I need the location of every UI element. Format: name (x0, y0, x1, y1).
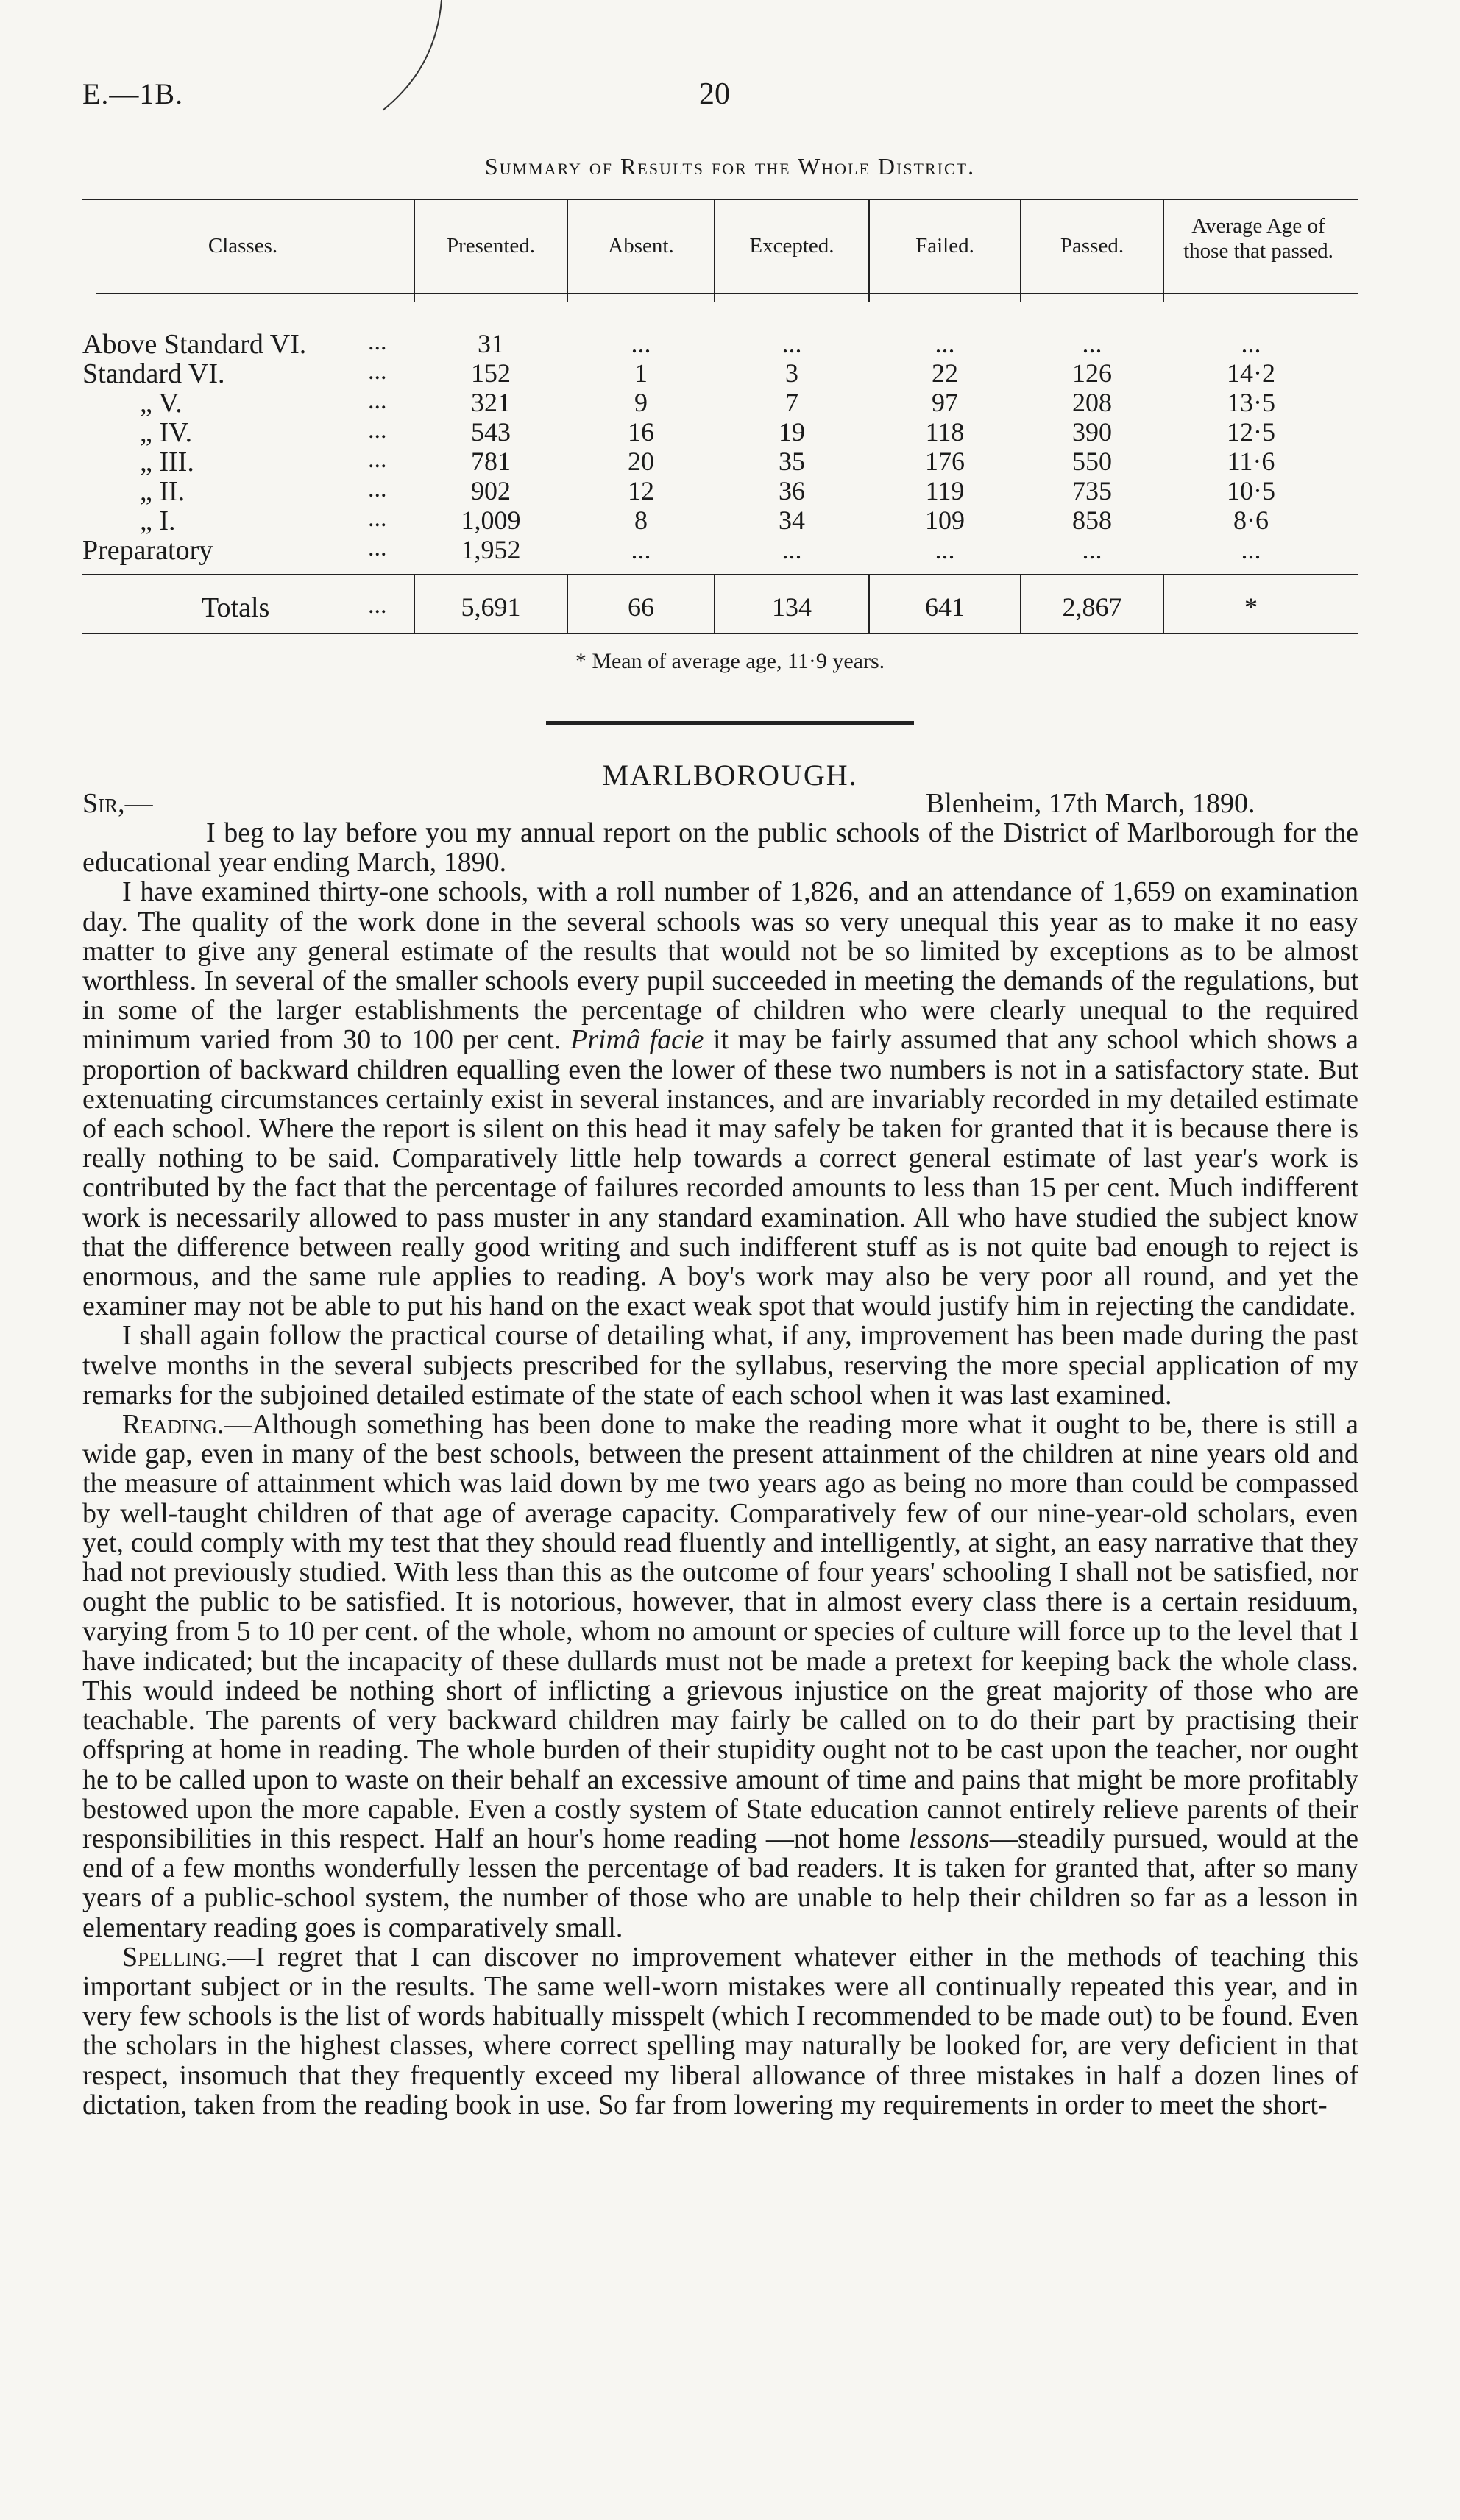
paragraph-text: it may be fairly assumed that any school which shows a proportion of backward children equalling even the lower of these two numbers is not in a satisfactory state. But extenuating circumstances certainly exist in several instances, and are invariably recorded in my detailed estimate of each school. Where the report is silent on this head it may safely be taken for granted that it is because there is really nothing to be said. Comparatively little help towards a correct general estimate of last year's work is contributed by the fact that the percentage of failures recorded amounts to less than 15 per cent. Much indifferent work is necessarily allowed to pass muster in any standard examination. All who have studied the subject know that the difference between really good writing and such indifferent stuff as is not quite bad enough to reject is enormous, and the same rule applies to reading. A boy's work may also be very poor all round, and yet the examiner may not be able to put his hand on the exact weak spot that would justify him in rejecting the candidate. (82, 1024, 1359, 1322)
col-header-presented: Presented. (447, 234, 535, 258)
excepted-value: 19 (779, 417, 805, 447)
total-passed: 2,867 (1062, 592, 1122, 622)
passed-value: 390 (1072, 417, 1112, 447)
passed-value: ... (1082, 329, 1102, 358)
age-value: 12·5 (1227, 417, 1275, 447)
leader-dots: ... (368, 592, 387, 619)
failed-value: 109 (925, 505, 965, 535)
failed-value: 97 (932, 388, 958, 417)
presented-value: 31 (478, 329, 504, 358)
leader-dots: ... (368, 358, 387, 385)
row-label: Standard VI. (82, 358, 225, 389)
excepted-value: 34 (779, 505, 805, 535)
table-top-rule (82, 199, 1358, 200)
total-failed: 641 (925, 592, 965, 622)
paragraph-text: —I regret that I can discover no improvement whatever either in the methods of teaching this important subject or in the results. The same well-worn mistakes were all continually repeated this year, and in very few schools is the list of words habitually misspelt (which I recommended to be made out) to be found. Even the scholars in the highest classes, where correct spelling may naturally be looked for, are very deficient in that respect, insomuch that they frequently exceed my liberal allowance of three mistakes in half a dozen lines of dictation, taken from the reading book in use. So far from lowering my requirements in order to meet the short- (82, 1941, 1358, 2120)
paragraph (82, 1942, 1358, 2120)
excepted-value: ... (782, 535, 802, 564)
table-bottom-rule (82, 633, 1358, 634)
absent-value: 16 (628, 417, 654, 447)
totals-label: Totals (202, 592, 270, 623)
subject-label-spelling: Spelling. (122, 1941, 228, 1973)
leader-dots: ... (368, 328, 387, 355)
paragraph-text: I have examined thirty-one schools, with a roll number of 1,826, and an attendance of 1,659 on examination day. The quality of the work done in the several schools was so very unequal this year as to make it no easy matter to give any general estimate of the results that would not be so limited by exceptions as to be almost worthless. In several of the smaller schools every pupil succeeded in meeting the demands of the regulations, but in some of the larger establishments the percentage of children who were clearly unequal to the required minimum varied from 30 to 100 per cent. (82, 876, 1358, 1056)
absent-value: 1 (634, 358, 648, 388)
totals-top-rule (82, 574, 1358, 575)
total-absent: 66 (628, 592, 654, 622)
total-excepted: 134 (772, 592, 812, 622)
leader-dots: ... (368, 446, 387, 473)
paragraph (82, 1410, 1358, 1942)
presented-value: 152 (471, 358, 511, 388)
pen-mark-decoration (368, 0, 456, 118)
passed-value: 858 (1072, 505, 1112, 535)
leader-dots: ... (368, 475, 387, 503)
excepted-value: 7 (785, 388, 798, 417)
passed-value: 126 (1072, 358, 1112, 388)
failed-value: 22 (932, 358, 958, 388)
passed-value: 550 (1072, 447, 1112, 476)
absent-value: 20 (628, 447, 654, 476)
passed-value: 208 (1072, 388, 1112, 417)
italic-phrase: lessons (909, 1822, 990, 1854)
age-value: ... (1241, 535, 1261, 564)
row-label: „ III. (140, 447, 194, 478)
age-value: 11·6 (1227, 447, 1275, 476)
presented-value: 1,952 (461, 535, 521, 564)
total-presented: 5,691 (461, 592, 521, 622)
col-header-absent: Absent. (608, 234, 674, 258)
leader-dots: ... (368, 534, 387, 561)
row-label: Preparatory (82, 535, 213, 566)
absent-value: 12 (628, 476, 654, 505)
passed-value: ... (1082, 535, 1102, 564)
leader-dots: ... (368, 387, 387, 414)
document-code: E.—1B. (82, 77, 184, 110)
presented-value: 321 (471, 388, 511, 417)
row-label: „ II. (140, 476, 185, 507)
excepted-value: 36 (779, 476, 805, 505)
table-footnote: * Mean of average age, 11·9 years. (575, 649, 885, 673)
excepted-value: ... (782, 329, 802, 358)
paragraph-text: —Although something has been done to make the reading more what it ought to be, there is still a wide gap, even in many of the best schools, between the present attainment of the children at nine years old and the measure of attainment which was laid down by me two years ago as being no more than could be compassed by well-taught children of that age of average capacity. Comparatively few of our nine-year-old scholars, even yet, could comply with my test that they should read fluently and intelligently, at sight, an easy narrative that they had not previously studied. With less than this as the outcome of four years' schooling I shall not be satisfied, nor ought the public to be satisfied. It is notorious, however, that in almost every class there is a certain residuum, varying from 5 to 10 per cent. of the whole, whom no amount or species of culture will force up to the level that I have indicated; but the incapacity of these dullards must not be made a pretext for keeping back the whole class. This would indeed be nothing short of inflicting a grievous injustice on the great majority of those who are teachable. The parents of very backward children may fairly be called on to do their part by practising their offspring at home in reading. The whole burden of their stupidity ought not to be cast upon the teacher, nor ought he to be called upon to waste on their behalf an excessive amount of time and pains that might be more profitably bestowed upon the more capable. Even a costly system of State education cannot entirely relieve parents of their responsibilities in this respect. Half an hour's home reading —not home (82, 1409, 1358, 1854)
paragraph-text: —steadily pursued, would at the end of a few months wonderfully lessen the percentage of bad readers. It is taken for granted that, after so many years of a public-school system, the number of those who are unable to help their children so far as a lesson in elementary reading goes is comparatively small. (82, 1822, 1358, 1943)
absent-value: ... (631, 535, 651, 564)
presented-value: 902 (471, 476, 511, 505)
paragraph (82, 877, 1358, 1321)
absent-value: 8 (634, 505, 648, 535)
failed-value: 119 (925, 476, 965, 505)
presented-value: 543 (471, 417, 511, 447)
table-title: Summary of Results for the Whole District. (484, 153, 976, 180)
age-value: ... (1241, 329, 1261, 358)
leader-dots: ... (368, 505, 387, 532)
header-bottom-rule (96, 293, 1358, 294)
dateline: Blenheim, 17th March, 1890. (926, 788, 1255, 819)
row-label: „ I. (140, 505, 176, 536)
paragraph: I shall again follow the practical course of detailing what, if any, improvement has been made during the past twelve months in the several subjects prescribed for the syllabus, reserving the more special application of my remarks for the subjoined detailed estimate of the state of each school when it was last examined. (82, 1320, 1358, 1410)
age-value: 10·5 (1227, 476, 1275, 505)
col-header-failed: Failed. (915, 234, 974, 258)
section-heading: MARLBOROUGH. (602, 759, 858, 792)
failed-value: ... (935, 535, 955, 564)
passed-value: 735 (1072, 476, 1112, 505)
row-label: „ IV. (140, 417, 193, 448)
col-header-passed: Passed. (1060, 234, 1124, 258)
letter-body (82, 818, 1358, 2120)
presented-value: 781 (471, 447, 511, 476)
failed-value: ... (935, 329, 955, 358)
paragraph: I beg to lay before you my annual report on the public schools of the District of Marlborough for the educational year ending March, 1890. (82, 817, 1358, 879)
excepted-value: 35 (779, 447, 805, 476)
age-value: 13·5 (1227, 388, 1275, 417)
page-number: 20 (699, 77, 730, 111)
subject-label-reading: Reading. (122, 1409, 224, 1441)
row-label: „ V. (140, 388, 182, 419)
excepted-value: 3 (785, 358, 798, 388)
salutation: Sir,— (82, 788, 153, 819)
col-header-excepted: Excepted. (749, 234, 834, 258)
age-value: 14·2 (1227, 358, 1275, 388)
section-divider (546, 721, 914, 725)
row-label: Above Standard VI. (82, 329, 307, 360)
col-rule (1163, 574, 1164, 633)
col-header-average-age: Average Age of those that passed. (1183, 214, 1333, 263)
failed-value: 176 (925, 447, 965, 476)
absent-value: 9 (634, 388, 648, 417)
leader-dots: ... (368, 416, 387, 444)
col-header-classes: Classes. (208, 234, 278, 258)
presented-value: 1,009 (461, 505, 521, 535)
total-age-marker: * (1244, 592, 1258, 622)
italic-phrase: Primâ facie (570, 1024, 704, 1056)
col-rule (1163, 199, 1164, 302)
age-value: 8·6 (1233, 505, 1269, 535)
absent-value: ... (631, 329, 651, 358)
failed-value: 118 (925, 417, 965, 447)
